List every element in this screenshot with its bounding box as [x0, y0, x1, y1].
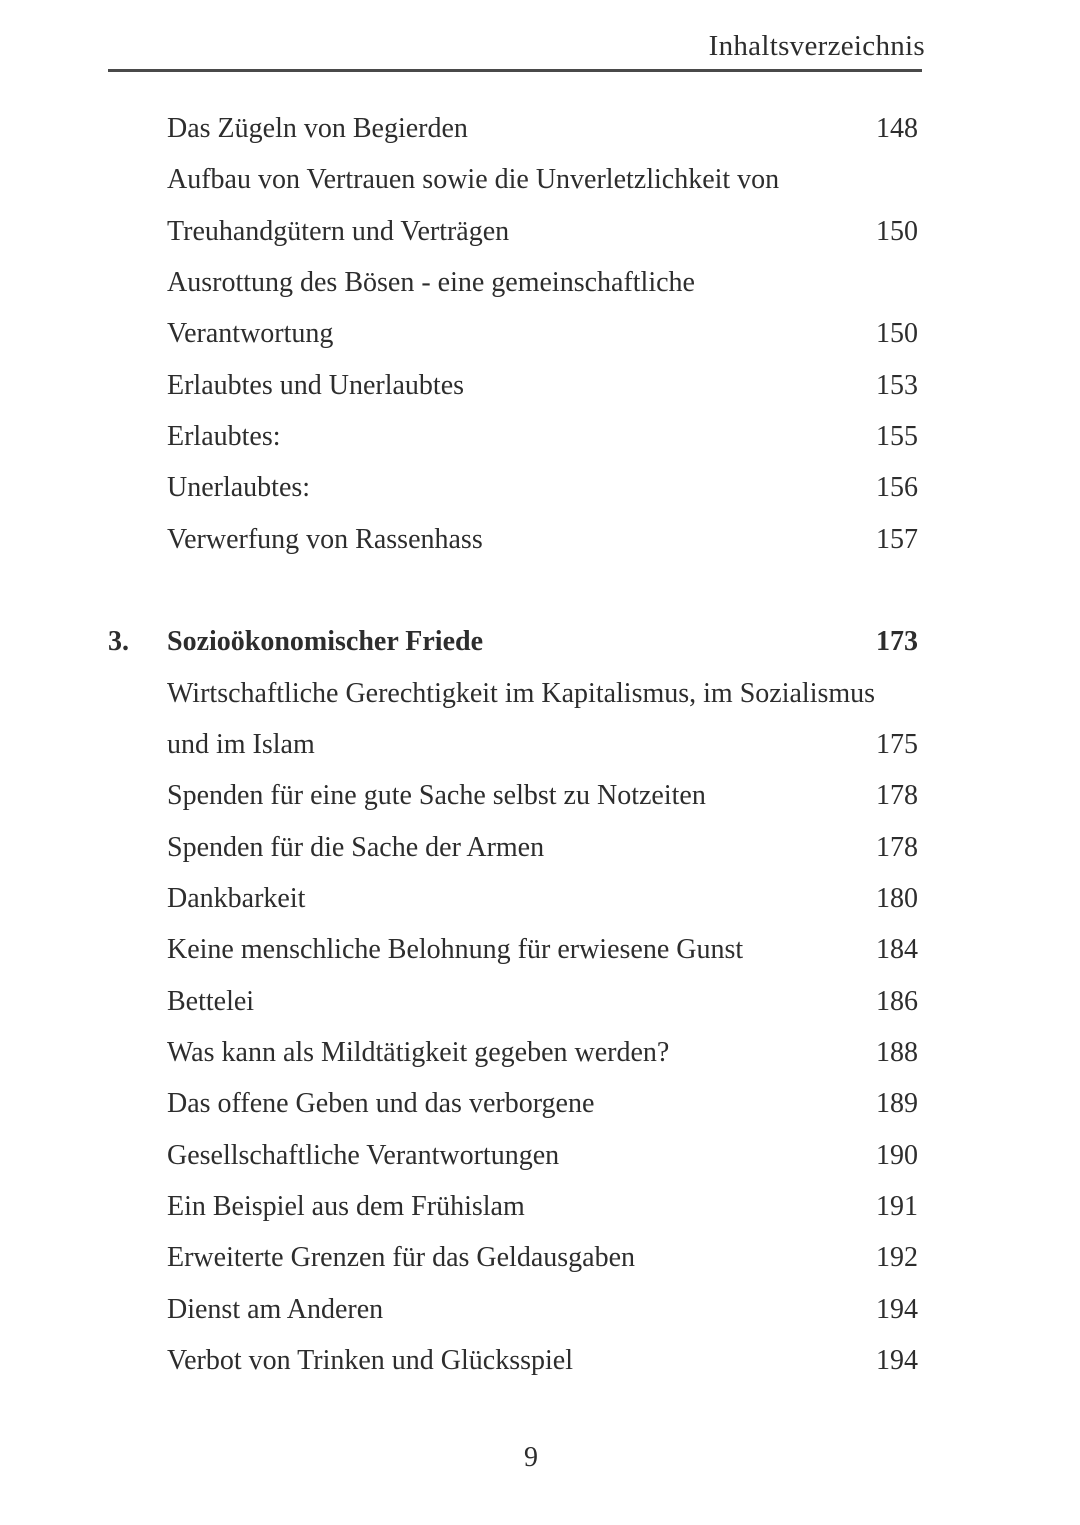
toc-entry-page: 194 — [876, 1293, 918, 1325]
toc-entry-page: 192 — [876, 1242, 918, 1274]
toc-entry-title: Ein Beispiel aus dem Frühislam — [167, 1190, 525, 1222]
toc-entry-title: Bettelei — [167, 985, 255, 1017]
toc-entry-title: Spenden für eine gute Sache selbst zu Notzeiten — [167, 780, 706, 812]
toc-entry-page: 150 — [876, 215, 918, 247]
header-rule — [108, 69, 922, 72]
toc-entry-page: 150 — [876, 318, 918, 350]
toc-entry-page: 186 — [876, 985, 918, 1017]
toc-entry-title: Verwerfung von Rassenhass — [167, 523, 483, 555]
toc-entry-page: 184 — [876, 934, 918, 966]
toc-entry-title: Das Zügeln von Begierden — [167, 113, 468, 144]
toc-entry-title: Unerlaubtes: — [167, 472, 311, 504]
toc-entry-page: 148 — [876, 113, 918, 144]
toc-entry-page: 155 — [876, 420, 918, 452]
toc-list — [108, 103, 918, 1386]
toc-entry-title: Das offene Geben und das verborgene — [167, 1088, 595, 1120]
toc-entry-title: Aufbau von Vertrauen sowie die Unverletzlichkeit von — [167, 164, 780, 196]
toc-entry-row — [167, 1335, 918, 1386]
toc-entry-row — [167, 1078, 918, 1129]
toc-entry-title: Verantwortung — [167, 318, 334, 350]
toc-entry-title: Wirtschaftliche Gerechtigkeit im Kapitalismus, im Sozialismus — [167, 677, 876, 709]
toc-entry-row — [167, 411, 918, 462]
toc-entry-row — [167, 1232, 918, 1283]
toc-section-row — [108, 616, 918, 667]
toc-entry-row — [167, 206, 918, 257]
toc-entry-title: Ausrottung des Bösen - eine gemeinschaftliche — [167, 266, 695, 298]
toc-entry-row — [167, 1130, 918, 1181]
toc-entry-title: Gesellschaftliche Verantwortungen — [167, 1139, 560, 1171]
toc-entry-page: 194 — [876, 1344, 918, 1376]
toc-entry-row — [167, 976, 918, 1027]
toc-entry-title: Was kann als Mildtätigkeit gegeben werden? — [167, 1036, 670, 1068]
toc-entry-title: Erweiterte Grenzen für das Geldausgaben — [167, 1242, 636, 1274]
toc-entry-row — [167, 719, 918, 770]
toc-entry-row — [167, 360, 918, 411]
page-number: 9 — [524, 1442, 538, 1473]
toc-entry-row — [167, 1027, 918, 1078]
toc-entry-title: Erlaubtes: — [167, 420, 281, 452]
toc-entry-title: und im Islam — [167, 728, 315, 760]
toc-entry-page: 157 — [876, 523, 918, 555]
toc-entry-row — [167, 103, 918, 154]
toc-entry-row — [167, 1181, 918, 1232]
toc-entry-row — [167, 308, 918, 359]
toc-entry-title: Spenden für die Sache der Armen — [167, 831, 545, 863]
toc-entry-page: 153 — [876, 369, 918, 401]
toc-entry-row — [167, 257, 918, 308]
toc-entry-row — [167, 514, 918, 565]
toc-entry-page: 173 — [876, 626, 918, 658]
toc-entry-row — [167, 873, 918, 924]
toc-entry-row — [167, 822, 918, 873]
toc-entry-title: Keine menschliche Belohnung für erwiesene Gunst — [167, 934, 744, 966]
toc-entry-row — [167, 462, 918, 513]
toc-entry-row — [167, 668, 918, 719]
toc-entry-title: Sozioökonomischer Friede — [167, 626, 484, 658]
toc-entry-title: Treuhandgütern und Verträgen — [167, 215, 510, 247]
toc-entry-title: Erlaubtes und Unerlaubtes — [167, 369, 465, 401]
toc-entry-page: 191 — [876, 1190, 918, 1222]
toc-entry-page: 189 — [876, 1088, 918, 1120]
toc-entry-row — [167, 924, 918, 975]
page-header-title: Inhaltsverzeichnis — [708, 30, 925, 62]
toc-section-number: 3. — [108, 626, 129, 658]
toc-entry-page: 180 — [876, 882, 918, 914]
toc-entry-title: Dankbarkeit — [167, 882, 306, 914]
toc-entry-page: 188 — [876, 1036, 918, 1068]
toc-entry-page: 178 — [876, 831, 918, 863]
toc-entry-title: Verbot von Trinken und Glücksspiel — [167, 1344, 573, 1376]
toc-entry-title: Dienst am Anderen — [167, 1293, 384, 1325]
toc-entry-page: 178 — [876, 780, 918, 812]
toc-entry-row — [167, 770, 918, 821]
toc-entry-page: 175 — [876, 728, 918, 760]
toc-entry-page: 190 — [876, 1139, 918, 1171]
toc-entry-page: 156 — [876, 472, 918, 504]
toc-entry-row — [167, 1284, 918, 1335]
toc-entry-row — [167, 154, 918, 205]
